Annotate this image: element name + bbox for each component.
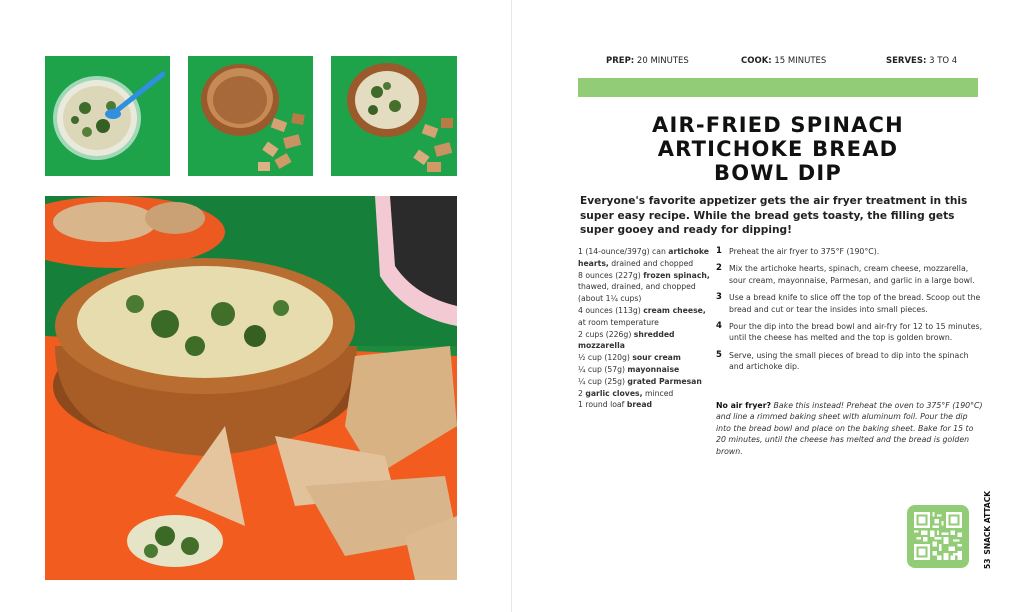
step-number: 1 bbox=[716, 246, 722, 256]
ingredient-quantity: ¼ cup (57g) bbox=[578, 364, 628, 374]
ingredient-item bbox=[578, 352, 710, 364]
note-lead: No air fryer? bbox=[716, 401, 772, 410]
ingredient-name: sour cream bbox=[632, 353, 681, 363]
ingredient-item bbox=[578, 399, 710, 411]
hollowed-bread-image bbox=[188, 56, 313, 176]
ingredient-item bbox=[578, 376, 710, 388]
cook-value: 15 MINUTES bbox=[774, 56, 827, 66]
prep-time bbox=[606, 56, 689, 66]
ingredient-item bbox=[578, 246, 710, 270]
step-item bbox=[716, 350, 984, 373]
section-name: SNACK ATTACK bbox=[983, 490, 992, 555]
step-item bbox=[716, 292, 984, 315]
prep-label: PREP: bbox=[606, 56, 635, 66]
step-item bbox=[716, 263, 984, 286]
filled-bread-bowl-image bbox=[331, 56, 457, 176]
step-photo-filled-bread-bowl bbox=[331, 56, 457, 176]
ingredient-note: drained and chopped bbox=[608, 258, 694, 268]
ingredient-quantity: ¼ cup (25g) bbox=[578, 376, 628, 386]
page-footer bbox=[983, 490, 995, 569]
step-photo-mixing-bowl bbox=[45, 56, 170, 176]
ingredient-name: shredded mozzarella bbox=[578, 329, 675, 351]
method-steps bbox=[716, 246, 984, 379]
ingredient-quantity: ½ cup (120g) bbox=[578, 353, 633, 363]
qr-code-icon bbox=[914, 512, 962, 560]
cook-label: COOK: bbox=[741, 56, 772, 66]
ingredient-name: cream cheese, bbox=[643, 305, 706, 315]
ingredient-quantity: 1 round loaf bbox=[578, 400, 627, 410]
recipe-intro: Everyone's favorite appetizer gets the air fryer treatment in this super easy recipe. While the bread gets toasty, the filling gets super gooey and ready for dipping! bbox=[580, 195, 968, 236]
recipe-title bbox=[578, 113, 978, 185]
step-text: Serve, using the small pieces of bread to dip into the spinach and artichoke dip. bbox=[729, 350, 969, 372]
page-footer-text bbox=[983, 490, 995, 569]
step-number: 2 bbox=[716, 263, 722, 274]
ingredient-name: garlic cloves, bbox=[585, 388, 643, 398]
ingredient-quantity: 2 bbox=[578, 388, 586, 398]
cook-time bbox=[741, 56, 826, 66]
title-line-3: BOWL DIP bbox=[714, 161, 842, 185]
mixing-bowl-image bbox=[45, 56, 170, 176]
step-text: Use a bread knife to slice off the top of the bread. Scoop out the bread and cut or tear the insides into small pieces. bbox=[729, 293, 981, 314]
serves-value: 3 TO 4 bbox=[929, 56, 958, 66]
ingredient-quantity: 2 cups (226g) bbox=[578, 329, 634, 339]
ingredient-item bbox=[578, 270, 710, 305]
qr-code[interactable] bbox=[907, 505, 969, 568]
recipe-meta-row bbox=[578, 56, 978, 70]
ingredient-quantity: 1 (14-ounce/397g) can bbox=[578, 247, 669, 256]
hero-bread-bowl-image bbox=[45, 196, 457, 580]
ingredient-name: grated Parmesan bbox=[627, 376, 702, 386]
ingredient-quantity: 8 ounces (227g) bbox=[578, 270, 644, 280]
ingredient-note: minced bbox=[642, 388, 674, 398]
ingredients-list bbox=[578, 246, 710, 411]
ingredient-note: at room temperature bbox=[578, 317, 659, 327]
ingredient-name: mayonnaise bbox=[627, 364, 680, 374]
no-air-fryer-note bbox=[716, 400, 984, 457]
ingredient-item bbox=[578, 305, 710, 329]
serves-label: SERVES: bbox=[886, 56, 927, 66]
step-number: 3 bbox=[716, 292, 722, 303]
step-text: Preheat the air fryer to 375°F (190°C). bbox=[729, 247, 880, 256]
step-number: 5 bbox=[716, 349, 722, 360]
title-line-1: AIR-FRIED SPINACH bbox=[652, 113, 904, 137]
step-text: Pour the dip into the bread bowl and air-fry for 12 to 15 minutes, until the cheese has melted and the top is golden brown. bbox=[729, 322, 983, 343]
step-text: Mix the artichoke hearts, spinach, cream cheese, mozzarella, sour cream, mayonnaise, Parmesan, and garlic in a large bowl. bbox=[729, 264, 975, 285]
serves bbox=[886, 56, 957, 66]
ingredient-name: artichoke hearts, bbox=[578, 247, 710, 268]
step-photo-hollowed-bread bbox=[188, 56, 313, 176]
ingredient-item bbox=[578, 388, 710, 400]
hero-photo-bread-bowl-dip bbox=[45, 196, 457, 580]
ingredient-item bbox=[578, 364, 710, 376]
ingredient-note: thawed, drained, and chopped (about 1¼ cups) bbox=[578, 282, 696, 304]
step-item bbox=[716, 246, 984, 257]
page-number: 53 bbox=[983, 558, 992, 569]
step-number: 4 bbox=[716, 321, 722, 332]
page-gutter bbox=[511, 0, 512, 612]
prep-value: 20 MINUTES bbox=[636, 56, 689, 66]
ingredient-item bbox=[578, 329, 710, 353]
ingredient-quantity: 4 ounces (113g) bbox=[578, 305, 644, 315]
step-item bbox=[716, 321, 984, 344]
green-accent-bar bbox=[578, 78, 978, 97]
title-line-2: ARTICHOKE BREAD bbox=[657, 137, 899, 161]
note-text: Bake this instead! Preheat the oven to 375°F (190°C) and line a rimmed baking sheet with aluminum foil. Pour the dip into the bread bowl and place on the baking sheet. Bake for 15 to 20 minutes, until the cheese has melted and the bread is golden brown. bbox=[716, 401, 983, 456]
ingredient-name: bread bbox=[626, 400, 653, 410]
ingredient-name: frozen spinach, bbox=[643, 270, 710, 280]
